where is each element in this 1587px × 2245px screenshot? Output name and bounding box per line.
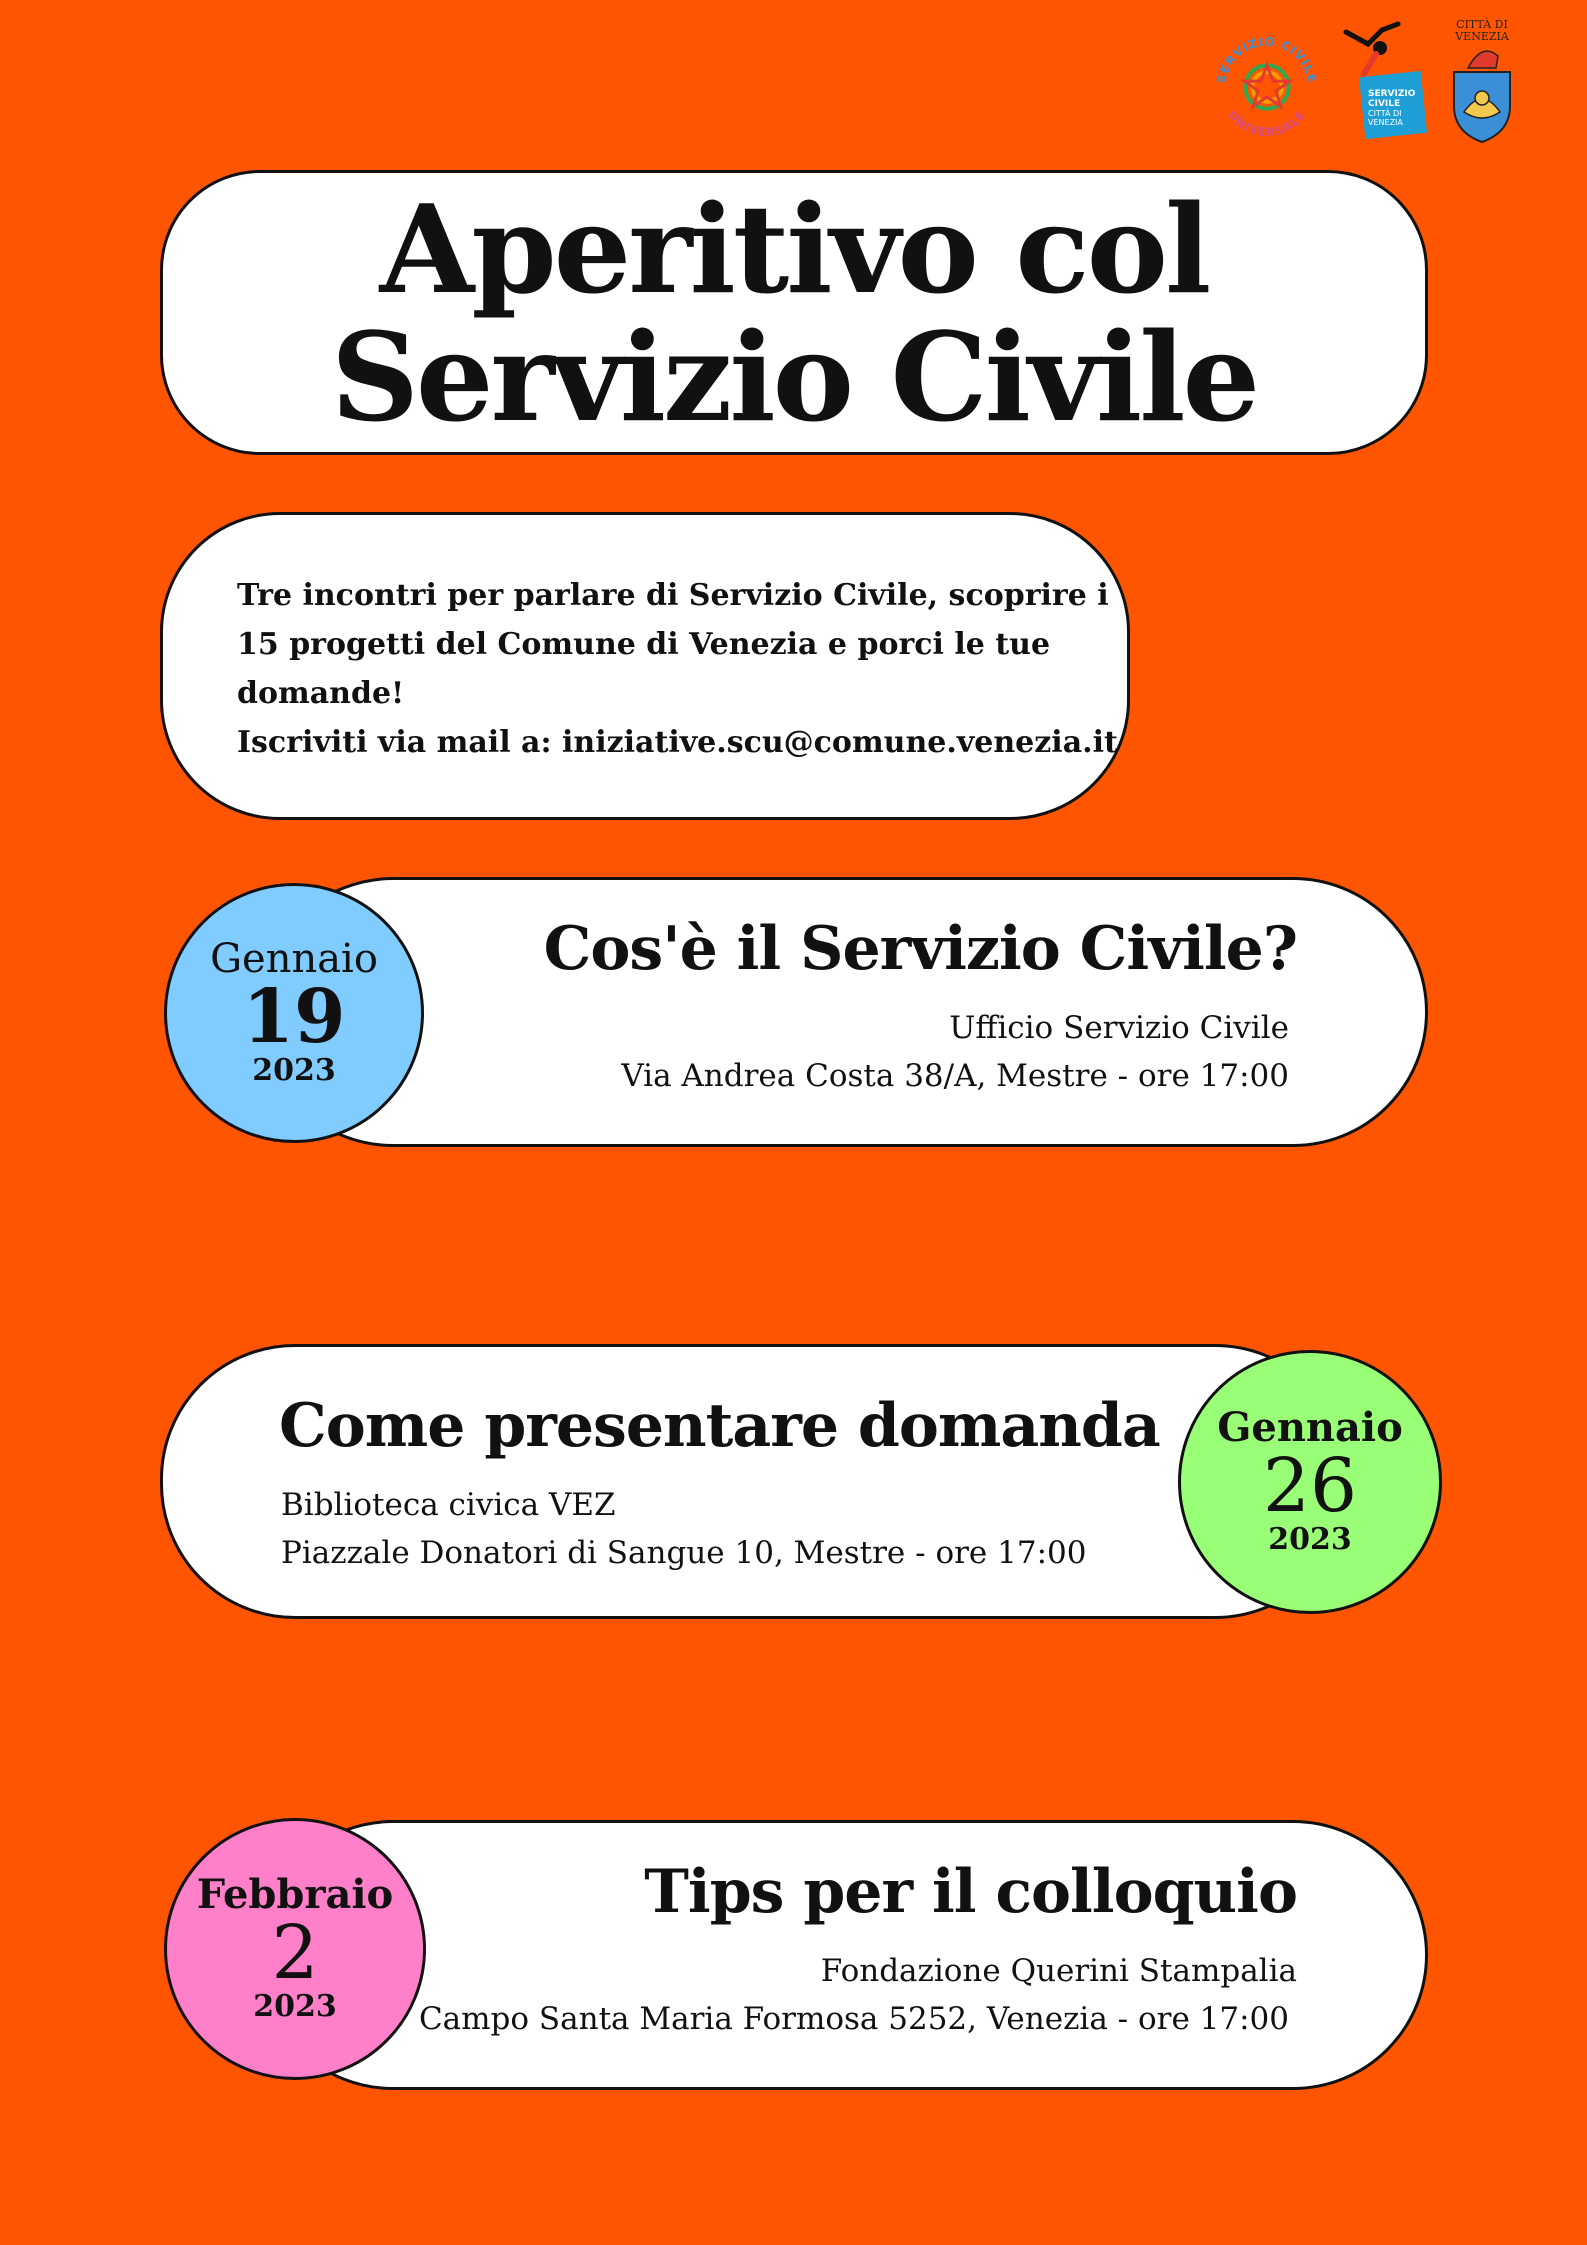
date-month: Gennaio: [1217, 1404, 1403, 1451]
svg-text:UNIVERSALE: UNIVERSALE: [1225, 107, 1309, 140]
date-year: 2023: [1268, 1522, 1352, 1557]
date-month: Gennaio: [210, 936, 378, 982]
svg-text:VENEZIA: VENEZIA: [1455, 30, 1509, 43]
title-line-2: Servizio Civile: [330, 304, 1258, 449]
event-place: Fondazione Querini Stampalia: [820, 1953, 1297, 1989]
title-banner: [160, 170, 1428, 455]
event-address: Campo Santa Maria Formosa 5252, Venezia - ore 17:00: [418, 2001, 1289, 2037]
date-day: 2: [271, 1910, 319, 1996]
servizio-civile-venezia-logo: [1338, 18, 1430, 140]
title-line-1: Aperitivo col: [379, 176, 1209, 321]
date-badge-2: [1178, 1350, 1442, 1614]
event-address: Via Andrea Costa 38/A, Mestre - ore 17:00: [621, 1058, 1289, 1094]
event-title: Cos'è il Servizio Civile?: [543, 914, 1297, 984]
event-title: Tips per il colloquio: [644, 1857, 1297, 1927]
intro-box: [160, 512, 1130, 820]
svg-text:CITTÀ DI: CITTÀ DI: [1456, 18, 1508, 31]
date-badge-3: [164, 1818, 426, 2080]
svg-text:SERVIZIO: SERVIZIO: [1368, 89, 1416, 99]
event-place: Biblioteca civica VEZ: [281, 1487, 616, 1523]
citta-di-venezia-crest: [1446, 16, 1518, 146]
event-card-1: [258, 877, 1428, 1147]
intro-line-3: domande!: [237, 676, 405, 711]
intro-email-line: Iscriviti via mail a: iniziative.scu@comune.venezia.it: [237, 725, 1118, 760]
svg-text:CITTÀ DI: CITTÀ DI: [1368, 109, 1402, 118]
event-card-2: [160, 1344, 1350, 1619]
event-address: Piazzale Donatori di Sangue 10, Mestre - ore 17:00: [281, 1535, 1087, 1571]
event-place: Ufficio Servizio Civile: [949, 1010, 1289, 1046]
date-day: 19: [242, 974, 346, 1060]
event-title: Come presentare domanda: [279, 1391, 1160, 1461]
intro-line-1: Tre incontri per parlare di Servizio Civile, scoprire i: [237, 578, 1109, 613]
servizio-civile-universale-logo: [1208, 28, 1326, 146]
svg-text:VENEZIA: VENEZIA: [1368, 118, 1403, 127]
date-year: 2023: [253, 1989, 337, 2024]
intro-line-2: 15 progetti del Comune di Venezia e porci le tue: [237, 627, 1051, 662]
svg-text:SERVIZIO CIVILE: SERVIZIO CIVILE: [1214, 34, 1320, 85]
date-badge-1: [164, 883, 424, 1143]
svg-text:CIVILE: CIVILE: [1368, 99, 1401, 109]
event-card-3: [258, 1820, 1428, 2090]
date-year: 2023: [252, 1053, 336, 1088]
date-day: 26: [1262, 1443, 1358, 1529]
date-month: Febbraio: [196, 1871, 394, 1918]
